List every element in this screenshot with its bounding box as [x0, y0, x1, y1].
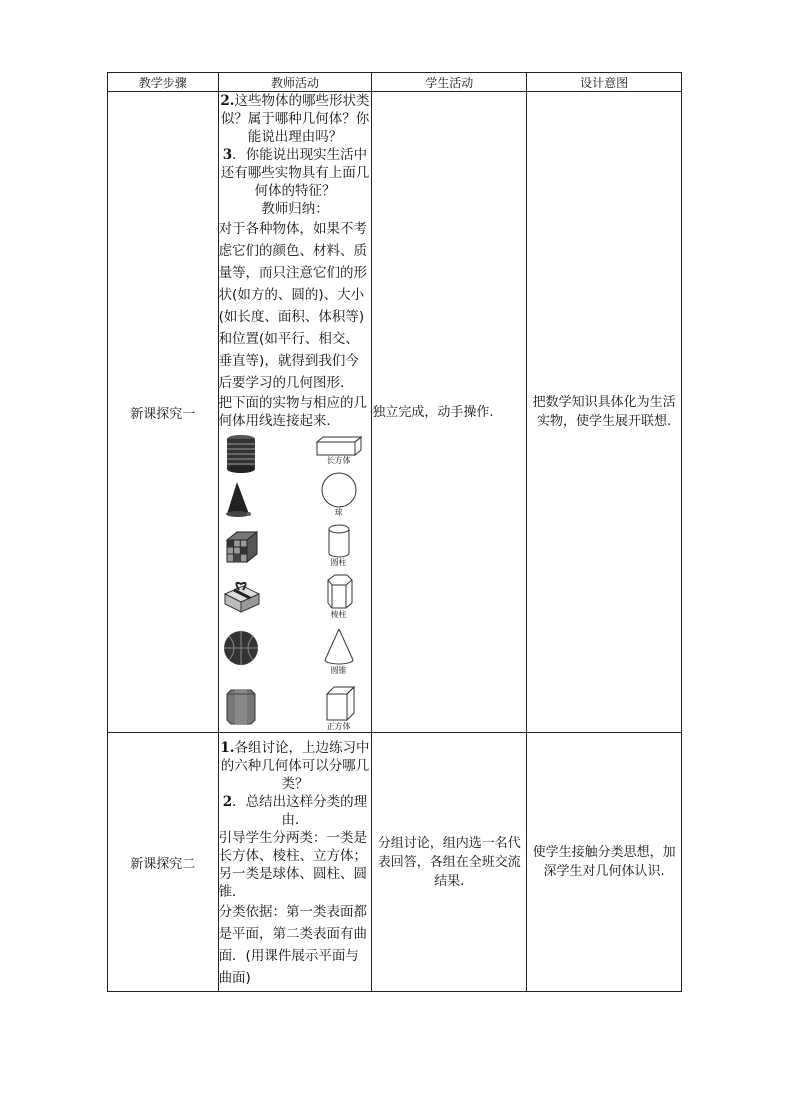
basis-text: 分类依据：第一类表面都是平面，第二类表面有曲面．(用课件展示平面与曲面): [218, 904, 368, 986]
summary-title: 教师归纳：: [261, 201, 329, 217]
shape-cylinder: [319, 524, 359, 568]
party-hat-image: [221, 480, 261, 520]
question-3: 3．你能说出现实生活中还有哪些实物具有上面几何体的特征？: [220, 147, 370, 199]
hexagonal-box-image: [221, 686, 261, 726]
step-cell: 新课探究二: [108, 733, 219, 992]
sphere-icon: [319, 472, 359, 508]
intent-cell: 把数学知识具体化为生活实物，使学生展开联想.: [527, 92, 682, 733]
pencil-holder-image: [221, 434, 261, 474]
shape-label: 圆柱: [330, 558, 347, 567]
cylinder-icon: [319, 524, 359, 558]
question-2: 2.这些物体的哪些形状类似？属于哪种几何体？你能说出理由吗？: [220, 93, 370, 145]
prism-icon: [319, 574, 359, 610]
shape-label: 球: [334, 508, 343, 517]
question-2: 2．总结出这样分类的理由．: [222, 794, 368, 828]
intent-cell: 使学生接触分类思想，加深学生对几何体认识.: [527, 733, 682, 992]
shape-label: 正方体: [326, 722, 351, 731]
row-explore-1: [108, 92, 682, 733]
student-cell: 分组讨论，组内选一名代表回答，各组在全班交流结果.: [372, 733, 527, 992]
cuboid-icon: [316, 436, 362, 456]
rubiks-cube-image: [221, 528, 261, 568]
gift-box-image: [221, 576, 261, 616]
teacher-cell: [218, 92, 372, 733]
shape-label: 棱柱: [330, 610, 347, 619]
step-cell: 新课探究一: [108, 92, 219, 733]
header-intent: 设计意图: [527, 73, 682, 92]
cone-icon: [319, 628, 359, 666]
cube-icon: [319, 686, 359, 722]
header-teacher: 教师活动: [218, 73, 372, 92]
student-cell: 独立完成，动手操作.: [372, 92, 527, 733]
shape-prism: [319, 574, 359, 618]
guide-text: 引导学生分两类：一类是长方体、棱柱、立方体；另一类是球体、圆柱、圆锥．: [218, 830, 368, 900]
lesson-plan-table: [107, 72, 682, 992]
shape-cone: [319, 628, 359, 675]
row-explore-2: [108, 733, 682, 992]
shape-sphere: [319, 472, 359, 516]
shape-cube: [319, 686, 359, 730]
question-1: 1.各组讨论，上边练习中的六种几何体可以分哪几类？: [220, 740, 370, 792]
basketball-image: [221, 628, 261, 668]
shape-label: 长方体: [326, 456, 351, 465]
shape-label: 圆锥: [330, 666, 347, 675]
exercise-text: 把下面的实物与相应的几何体用线连接起来．: [218, 395, 368, 429]
header-row: [108, 73, 682, 92]
header-student: 学生活动: [372, 73, 527, 92]
header-step: 教学步骤: [108, 73, 219, 92]
summary-text: 对于各种物体，如果不考虑它们的颜色、材料、质量等，而只注意它们的形状(如方的、圆的)、大小(如长度、面积、体积等)和位置(如平行、相交、垂直等)，就得到我们今后要学习的几何图形．: [218, 221, 368, 391]
teacher-cell: [218, 733, 372, 992]
matching-exercise: [219, 434, 372, 732]
